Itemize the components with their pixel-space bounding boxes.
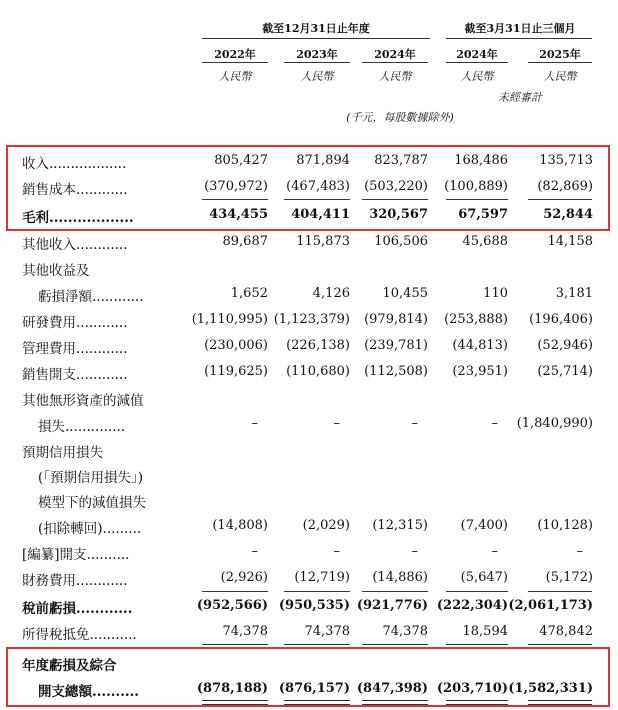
subtotal-rule	[202, 644, 268, 645]
row-value: (14,886)	[372, 570, 428, 585]
row-value: 89,687	[222, 234, 268, 249]
row-label: 毛利..................	[22, 210, 134, 226]
table-row	[0, 256, 618, 280]
row-label: 研發費用............	[22, 315, 128, 331]
row-value: (2,061,173)	[508, 598, 593, 613]
table-row	[0, 540, 618, 564]
row-value: 1,652	[230, 286, 268, 301]
row-value: 10,455	[382, 286, 428, 301]
row-value: (876,157)	[278, 681, 350, 696]
row-value: (878,188)	[196, 681, 268, 696]
header-currency-2: 人民幣	[300, 70, 334, 83]
table-row	[0, 463, 618, 487]
header-year-2024-q1: 2024年	[456, 48, 498, 61]
row-value: 3,181	[555, 286, 593, 301]
row-value: 823,787	[374, 153, 428, 168]
row-value: (1,123,379)	[273, 312, 350, 327]
row-value: –	[251, 544, 258, 559]
row-value: 320,567	[369, 207, 428, 222]
row-value: –	[411, 416, 418, 431]
table-row	[0, 334, 618, 358]
row-value: –	[491, 544, 498, 559]
row-value: 45,688	[462, 234, 508, 249]
header-annual-rule	[202, 38, 430, 39]
row-value: –	[411, 544, 418, 559]
row-label: 虧損淨額............	[38, 289, 144, 305]
row-value: (23,951)	[452, 364, 508, 379]
row-value: (503,220)	[364, 179, 428, 194]
row-value: –	[491, 416, 498, 431]
table-row	[0, 566, 618, 590]
row-value: (110,680)	[286, 364, 350, 379]
header-currency-3: 人民幣	[378, 70, 412, 83]
row-value: (82,869)	[537, 179, 593, 194]
row-label: 其他收益及	[22, 263, 90, 279]
row-value: (952,566)	[196, 598, 268, 613]
header-unit-note: (千元，每股數據除外)	[346, 111, 454, 124]
row-value: (119,625)	[204, 364, 268, 379]
table-row	[0, 514, 618, 538]
row-value: (847,398)	[356, 681, 428, 696]
row-value: (253,888)	[444, 312, 508, 327]
header-currency-1: 人民幣	[218, 70, 252, 83]
row-value: 74,378	[304, 624, 350, 639]
row-value: –	[576, 544, 583, 559]
row-value: 106,506	[374, 234, 428, 249]
row-value: (52,946)	[537, 338, 593, 353]
row-value: (196,406)	[529, 312, 593, 327]
table-row	[0, 282, 618, 306]
row-value: 52,844	[543, 207, 593, 222]
row-value: (44,813)	[452, 338, 508, 353]
row-label: 銷售成本............	[22, 182, 128, 198]
table-row	[0, 308, 618, 332]
row-value: 871,894	[296, 153, 350, 168]
row-value: (230,006)	[204, 338, 268, 353]
row-label: [編纂]開支..........	[22, 547, 130, 563]
row-value: –	[251, 416, 258, 431]
row-value: (921,776)	[356, 598, 428, 613]
table-row	[0, 412, 618, 436]
row-value: (222,304)	[436, 598, 508, 613]
header-year-rule-1	[202, 62, 268, 63]
row-value: (5,172)	[545, 570, 593, 585]
row-label: 其他收入............	[22, 237, 128, 253]
row-value: 110	[483, 286, 508, 301]
header-year-2022: 2022年	[214, 48, 256, 61]
header-quarter-rule	[446, 38, 592, 39]
header-year-2023: 2023年	[296, 48, 338, 61]
row-label: 財務費用............	[22, 573, 128, 589]
row-value: 478,842	[539, 624, 593, 639]
row-value: 74,378	[382, 624, 428, 639]
row-value: –	[333, 416, 340, 431]
row-value: (12,719)	[294, 570, 350, 585]
row-value: (12,315)	[372, 518, 428, 533]
row-label: 年度虧損及綜合	[22, 658, 117, 674]
table-row	[0, 360, 618, 384]
row-label: 其他無形資產的減值	[22, 393, 144, 409]
table-row	[0, 230, 618, 254]
header-year-rule-3	[362, 62, 428, 63]
row-value: (1,110,995)	[191, 312, 268, 327]
row-value: (979,814)	[364, 312, 428, 327]
row-value: (100,889)	[444, 179, 508, 194]
subtotal-rule	[528, 591, 592, 592]
row-label: 收入..................	[22, 156, 127, 172]
row-value: (226,138)	[286, 338, 350, 353]
subtotal-rule	[362, 644, 428, 645]
row-value: (5,647)	[460, 570, 508, 585]
header-year-2025-q1: 2025年	[539, 48, 581, 61]
header-currency-4: 人民幣	[460, 70, 494, 83]
row-value: (7,400)	[460, 518, 508, 533]
header-year-rule-4	[446, 62, 508, 63]
row-label: 模型下的減值損失	[38, 495, 146, 511]
subtotal-rule	[284, 644, 350, 645]
header-unaudited: 未經審計	[498, 91, 542, 104]
row-label: 稅前虧損............	[22, 601, 133, 617]
row-label: 銷售開支............	[22, 367, 128, 383]
row-value: (112,508)	[364, 364, 428, 379]
row-value: (1,582,331)	[508, 681, 593, 696]
row-value: 74,378	[222, 624, 268, 639]
row-value: 4,126	[312, 286, 350, 301]
subtotal-rule	[284, 591, 350, 592]
row-label: 所得稅抵免...........	[22, 627, 137, 643]
table-row	[0, 438, 618, 462]
header-year-2024: 2024年	[374, 48, 416, 61]
table-row	[0, 386, 618, 410]
row-value: 404,411	[291, 207, 350, 222]
table-row	[0, 620, 618, 644]
row-value: (14,808)	[212, 518, 268, 533]
row-value: 115,873	[296, 234, 350, 249]
row-value: (239,781)	[364, 338, 428, 353]
row-value: (467,483)	[286, 179, 350, 194]
row-value: (10,128)	[537, 518, 593, 533]
header-annual-group: 截至12月31日止年度	[262, 22, 370, 35]
row-value: 168,486	[454, 153, 508, 168]
row-value: 67,597	[458, 207, 508, 222]
subtotal-rule	[446, 644, 508, 645]
subtotal-rule	[528, 644, 592, 645]
row-label: 預期信用損失	[22, 445, 103, 461]
table-row	[0, 594, 618, 618]
row-value: 805,427	[214, 153, 268, 168]
row-value: (2,029)	[302, 518, 350, 533]
header-quarter-group: 截至3月31日止三個月	[464, 22, 576, 35]
row-value: (2,926)	[220, 570, 268, 585]
header-year-rule-2	[284, 62, 350, 63]
row-value: (1,840,990)	[516, 416, 593, 431]
row-label: (扣除轉回).........	[38, 521, 142, 537]
subtotal-rule	[446, 591, 508, 592]
highlight-box-total-loss	[6, 647, 610, 707]
row-label: (「預期信用損失」)	[38, 470, 144, 486]
row-label: 開支總額..........	[38, 684, 139, 700]
row-value: –	[333, 544, 340, 559]
row-label: 損失..............	[38, 419, 126, 435]
row-value: 18,594	[462, 624, 508, 639]
header-currency-5: 人民幣	[543, 70, 577, 83]
table-row	[0, 488, 618, 512]
row-value: (370,972)	[204, 179, 268, 194]
row-value: 135,713	[539, 153, 593, 168]
row-value: 14,158	[547, 234, 593, 249]
subtotal-rule	[362, 591, 428, 592]
row-label: 管理費用............	[22, 341, 128, 357]
row-value: (203,710)	[436, 681, 508, 696]
subtotal-rule	[202, 591, 268, 592]
row-value: 434,455	[209, 207, 268, 222]
row-value: (950,535)	[278, 598, 350, 613]
row-value: (25,714)	[537, 364, 593, 379]
header-year-rule-5	[528, 62, 592, 63]
highlight-box-gross-profit	[6, 145, 610, 231]
